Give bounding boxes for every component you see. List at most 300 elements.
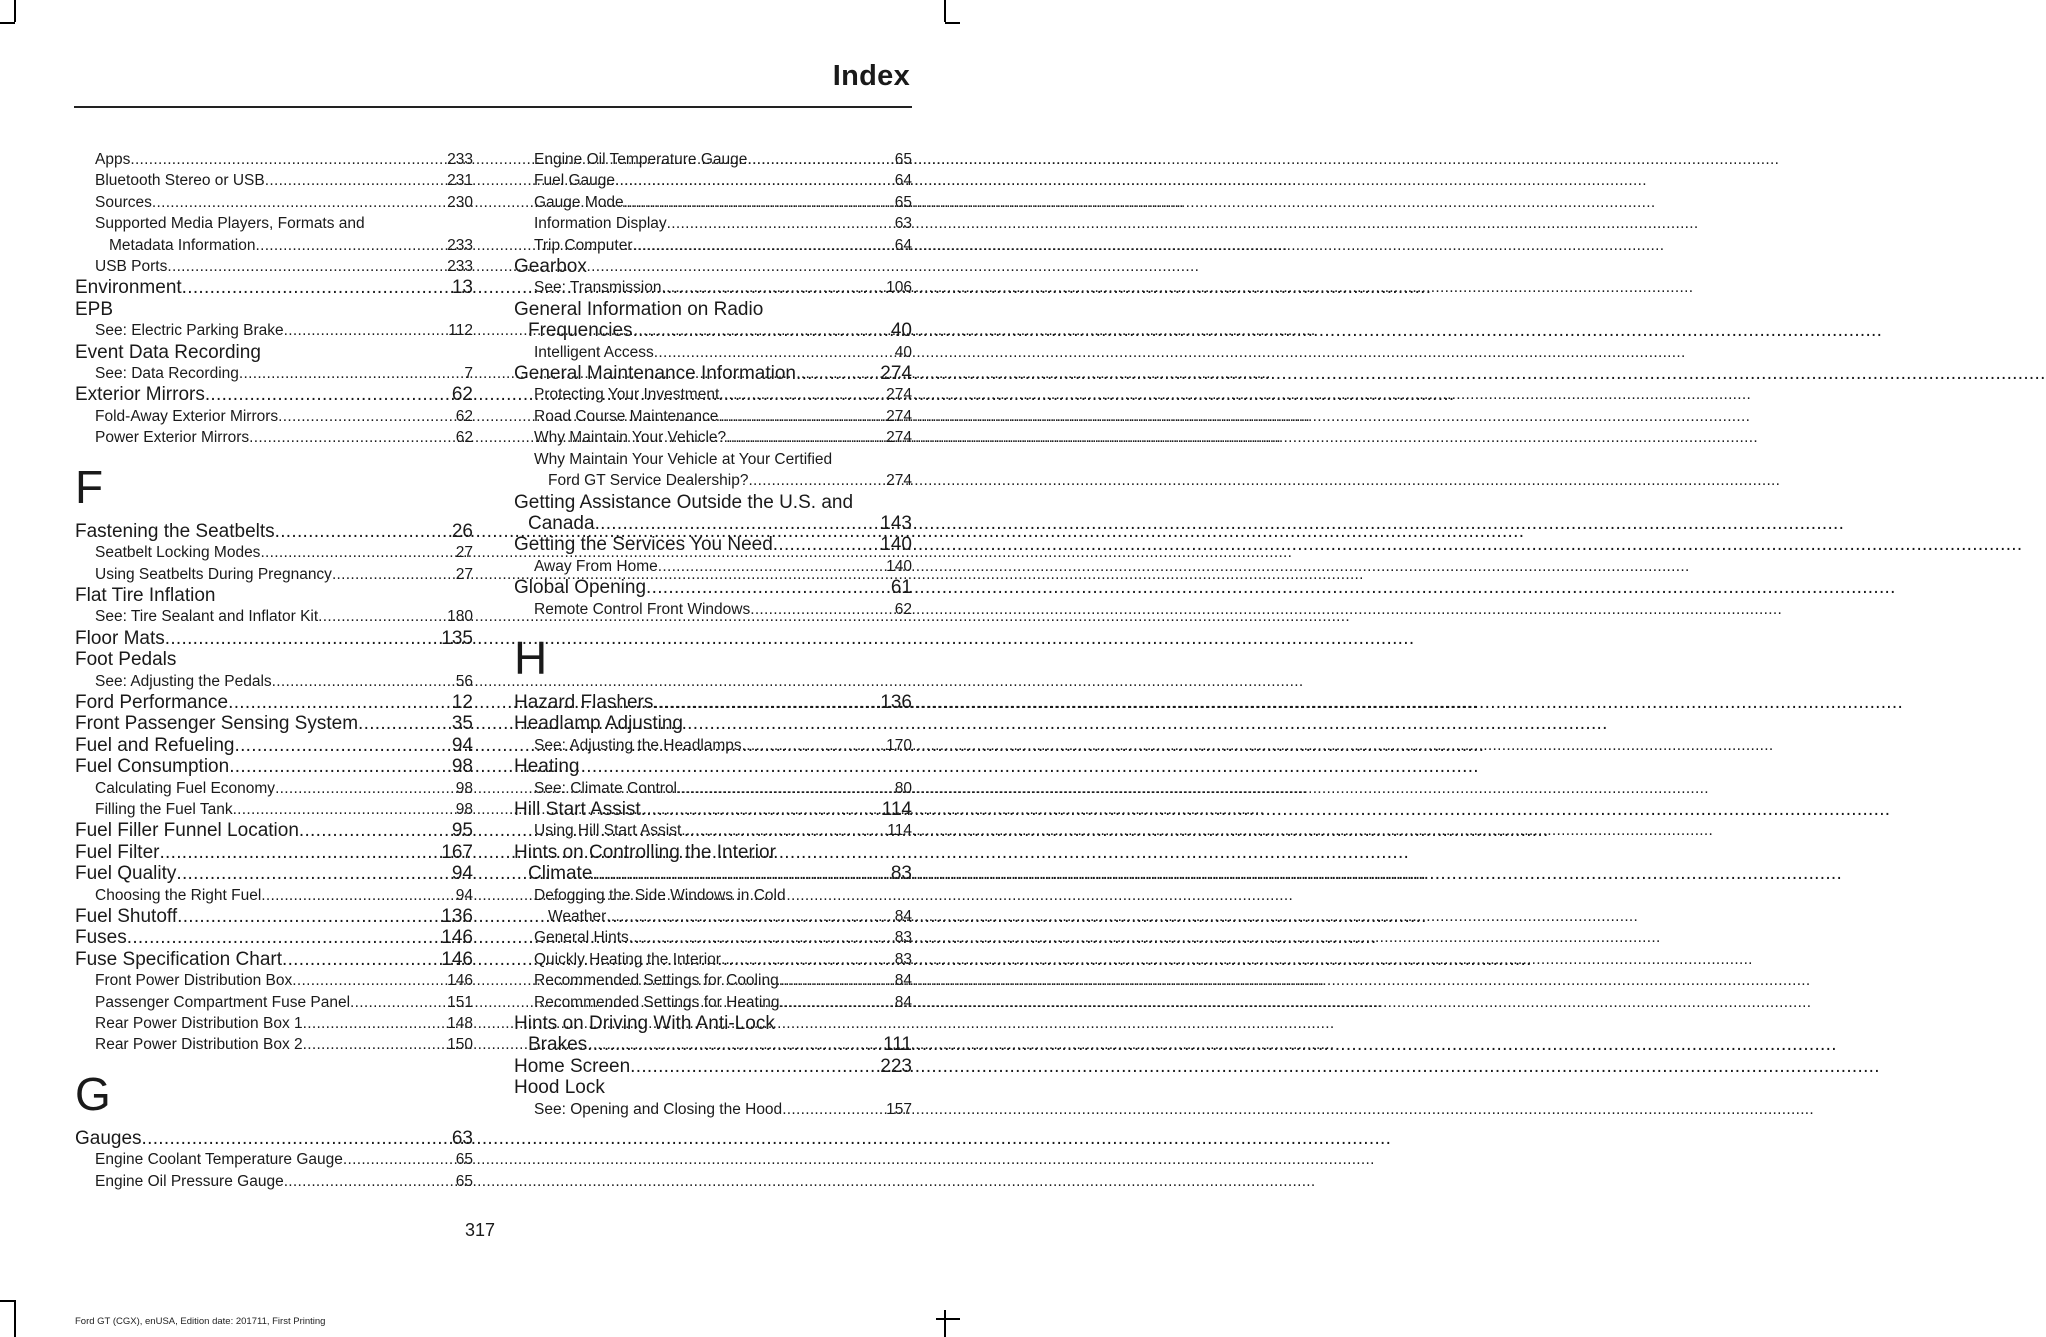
entry-text: Fuses [75, 927, 127, 949]
entry-text: Fuel Quality [75, 863, 177, 885]
entry-page: 64 [894, 172, 912, 190]
entry-text: Engine Coolant Temperature Gauge [95, 1151, 343, 1169]
entry-page: 40 [894, 343, 912, 361]
entry-text: Fuel Filter [75, 841, 160, 863]
entry-page: 114 [887, 822, 912, 840]
entry-text: Fold-Away Exterior Mirrors [95, 407, 279, 425]
index-entry [514, 534, 912, 555]
entry-text: Engine Oil Temperature Gauge [534, 151, 748, 168]
index-subentry [514, 277, 912, 298]
leader-dots [130, 149, 447, 170]
index-heading: Event Data Recording [75, 341, 261, 363]
index-subentry [75, 606, 473, 627]
entry-text: Weather [548, 908, 607, 925]
entry-text: Exterior Mirrors [75, 384, 205, 406]
entry-page: 95 [451, 820, 473, 842]
leader-dots [595, 513, 881, 534]
leader-dots [677, 778, 895, 799]
section-letter: G [75, 1067, 111, 1120]
crop-mark [0, 1300, 15, 1302]
index-entry [75, 842, 473, 863]
entry-page: 65 [894, 151, 912, 168]
entry-text: Fuel Consumption [75, 756, 230, 778]
entry-text: Getting the Services You Need [514, 534, 773, 556]
entry-text-line1: Hints on Driving With Anti-Lock [514, 1013, 775, 1035]
index-entry [75, 820, 473, 841]
entry-page: 106 [886, 279, 912, 297]
entry-text-line1: Defogging the Side Windows in Cold [534, 886, 786, 904]
index-entry [514, 299, 912, 342]
entry-page: 167 [441, 841, 473, 863]
leader-dots [152, 192, 447, 213]
entry-text: Trip Computer [534, 236, 633, 254]
page-title: Index [832, 60, 910, 92]
leader-dots [177, 906, 441, 927]
entry-text-line1: Why Maintain Your Vehicle at Your Certified [534, 450, 833, 468]
index-subentry [514, 170, 912, 191]
leader-dots [205, 384, 452, 405]
index-subentry [514, 778, 912, 799]
leader-dots [303, 1034, 448, 1055]
leader-dots [653, 692, 880, 713]
entry-text: See: Tire Sealant and Inflator Kit [95, 608, 319, 626]
leader-dots [358, 713, 452, 734]
entry-text: See: Transmission [534, 279, 662, 297]
leader-dots [632, 235, 894, 256]
leader-dots [646, 577, 891, 598]
leader-dots [292, 970, 447, 991]
entry-text: Protecting Your Investment [534, 386, 720, 404]
entry-page: 84 [894, 972, 912, 990]
entry-page: 230 [447, 193, 473, 211]
entry-page: 40 [890, 320, 912, 342]
entry-continuation [514, 470, 912, 491]
entry-page: 146 [441, 927, 473, 949]
entry-continuation [514, 1034, 912, 1055]
entry-page: 233 [447, 258, 473, 276]
index-subentry [75, 885, 473, 906]
index-entry [75, 756, 473, 777]
entry-page: 35 [451, 713, 473, 735]
entry-text: Ford GT Service Dealership? [548, 472, 749, 490]
index-entry [514, 492, 912, 535]
entry-page: 170 [886, 736, 912, 754]
leader-dots [782, 1099, 886, 1120]
leader-dots [721, 949, 895, 970]
entry-page: 233 [447, 236, 473, 254]
entry-text: Hazard Flashers [514, 691, 654, 713]
entry-page: 94 [455, 886, 473, 904]
entry-text: See: Adjusting the Headlamps [534, 736, 742, 754]
leader-dots [299, 820, 452, 841]
crop-mark [936, 1318, 960, 1320]
index-heading: Hood Lock [514, 1077, 605, 1099]
entry-page: 274 [886, 407, 912, 425]
leader-dots [350, 992, 447, 1013]
leader-dots [239, 363, 464, 384]
index-subentry [75, 1149, 473, 1170]
entry-page: 65 [455, 1151, 473, 1169]
index-subentry [514, 992, 912, 1013]
index-entry [75, 949, 473, 970]
entry-text: Fuel Shutoff [75, 906, 178, 927]
leader-dots [630, 1056, 880, 1077]
index-entry [514, 363, 912, 384]
entry-page: 26 [451, 520, 473, 542]
leader-dots [748, 470, 886, 491]
entry-page: 61 [890, 577, 912, 599]
entry-text: Intelligent Access [534, 343, 654, 361]
entry-text: Information Display [534, 215, 667, 233]
index-subentry [514, 599, 912, 620]
crop-mark [944, 1310, 946, 1337]
entry-text: Power Exterior Mirrors [95, 429, 250, 447]
entry-page: 56 [455, 672, 473, 690]
entry-text: Away From Home [534, 557, 658, 575]
entry-continuation [75, 235, 473, 256]
entry-text: Using Seatbelts During Pregnancy [95, 565, 332, 583]
index-subentry [514, 449, 912, 492]
entry-text: Quickly Heating the Interior [534, 950, 721, 968]
entry-page: 157 [886, 1100, 912, 1118]
entry-text: Seatbelt Locking Modes [95, 544, 261, 562]
index-column-left [75, 149, 473, 1192]
leader-dots [654, 342, 895, 363]
index-subentry [75, 542, 473, 563]
entry-text-line1: Hints on Controlling the Interior [514, 841, 776, 863]
entry-text: Frequencies [528, 320, 633, 342]
leader-dots [265, 170, 447, 191]
leader-dots [719, 384, 886, 405]
index-subentry [75, 406, 473, 427]
leader-dots [282, 949, 441, 970]
index-entry [75, 384, 473, 405]
entry-page: 223 [880, 1055, 912, 1077]
entry-text: General Maintenance Information [514, 363, 796, 385]
leader-dots [667, 213, 895, 234]
leader-dots [228, 692, 452, 713]
index-subentry [514, 406, 912, 427]
entry-text: Environment [75, 277, 182, 299]
leader-dots [278, 406, 456, 427]
index-subentry [75, 564, 473, 585]
index-column-right [514, 149, 912, 1120]
entry-text: Passenger Compartment Fuse Panel [95, 993, 351, 1011]
entry-text: Filling the Fuel Tank [95, 800, 233, 818]
leader-dots [261, 885, 455, 906]
entry-page: 151 [447, 993, 473, 1011]
index-subentry [75, 1034, 473, 1055]
index-subentry [75, 213, 473, 256]
index-subentry [75, 192, 473, 213]
crop-mark [944, 0, 946, 22]
entry-text: Gauges [75, 1127, 142, 1149]
leader-dots [260, 542, 455, 563]
index-entry [75, 863, 473, 884]
entry-page: 231 [447, 172, 473, 190]
entry-page: 136 [441, 906, 473, 927]
entry-text: Using Hill Start Assist [534, 822, 682, 840]
entry-text: Choosing the Right Fuel [95, 886, 262, 904]
leader-dots [780, 992, 895, 1013]
entry-page: 7 [464, 365, 473, 383]
entry-page: 146 [447, 972, 473, 990]
leader-dots [796, 363, 880, 384]
index-subentry [514, 820, 912, 841]
entry-page: 94 [451, 863, 473, 885]
entry-text: Climate [528, 863, 593, 885]
index-subentry [514, 556, 912, 577]
section-letter: F [75, 460, 104, 513]
leader-dots [167, 256, 447, 277]
page-number: 317 [464, 1220, 496, 1240]
crop-mark [0, 22, 15, 24]
entry-page: 135 [441, 627, 473, 649]
entry-page: 140 [886, 557, 912, 575]
entry-text: Gauge Mode [534, 193, 624, 211]
footer-edition: Ford GT (CGX), enUSA, Edition date: 201711, First Printing [75, 1316, 326, 1327]
index-subentry [514, 1099, 912, 1120]
crop-mark [14, 0, 16, 22]
index-subentry [514, 342, 912, 363]
leader-dots [235, 735, 452, 756]
entry-text: See: Climate Control [534, 779, 678, 797]
leader-dots [182, 277, 452, 298]
entry-text: See: Opening and Closing the Hood [534, 1100, 783, 1118]
entry-text: Remote Control Front Windows [534, 600, 751, 618]
entry-text: Canada [528, 512, 595, 534]
entry-page: 65 [894, 193, 912, 211]
index-subentry [514, 927, 912, 948]
index-subentry [514, 885, 912, 928]
leader-dots [272, 671, 456, 692]
entry-page: 148 [447, 1015, 473, 1033]
leader-dots [587, 1034, 883, 1055]
index-heading: Flat Tire Inflation [75, 584, 216, 606]
index-heading: EPB [75, 298, 114, 320]
entry-text: Rear Power Distribution Box 2 [95, 1036, 303, 1054]
entry-text: Fuel Gauge [534, 172, 615, 190]
entry-text: Apps [95, 151, 131, 168]
leader-dots [176, 863, 451, 884]
index-subentry [75, 320, 473, 341]
index-heading: Gearbox [514, 256, 587, 278]
entry-page: 233 [447, 151, 473, 168]
leader-dots [662, 277, 887, 298]
entry-page: 180 [447, 608, 473, 626]
entry-page: 27 [455, 565, 473, 583]
leader-dots [615, 170, 895, 191]
leader-dots [284, 1171, 456, 1192]
index-subentry [514, 970, 912, 991]
index-heading: Heating [514, 756, 580, 778]
leader-dots [624, 192, 895, 213]
entry-text: See: Data Recording [95, 365, 239, 383]
entry-text: Metadata Information [109, 236, 256, 254]
index-heading: Headlamp Adjusting [514, 713, 683, 735]
entry-page: 94 [451, 734, 473, 756]
crop-mark [945, 22, 960, 24]
entry-text: Front Power Distribution Box [95, 972, 293, 990]
leader-dots [726, 427, 886, 448]
index-subentry [514, 213, 912, 234]
leader-dots [681, 820, 887, 841]
entry-page: 64 [894, 236, 912, 254]
entry-text: Ford Performance [75, 691, 229, 713]
entry-text: Recommended Settings for Cooling [534, 972, 779, 990]
entry-page: 13 [451, 277, 473, 299]
entry-page: 84 [894, 908, 912, 925]
leader-dots [249, 427, 456, 448]
leader-dots [779, 970, 895, 991]
leader-dots [641, 799, 882, 820]
entry-text: Hill Start Assist [514, 798, 641, 820]
index-subentry [75, 992, 473, 1013]
index-entry [75, 1128, 473, 1149]
index-entry [75, 277, 473, 298]
leader-dots [233, 799, 456, 820]
leader-dots [332, 564, 456, 585]
entry-text: Front Passenger Sensing System [75, 713, 359, 735]
index-subentry [75, 1013, 473, 1034]
index-subentry [75, 1171, 473, 1192]
entry-page: 65 [455, 1172, 473, 1190]
entry-page: 150 [447, 1036, 473, 1054]
leader-dots [658, 556, 886, 577]
entry-text: Floor Mats [75, 627, 165, 649]
leader-dots [606, 906, 894, 927]
entry-text: Fuel and Refueling [75, 734, 235, 756]
entry-page: 111 [883, 1034, 912, 1056]
leader-dots [229, 756, 452, 777]
index-subentry [514, 735, 912, 756]
entry-text: Home Screen [514, 1055, 631, 1077]
entry-page: 12 [451, 691, 473, 713]
leader-dots [773, 534, 881, 555]
index-subentry [75, 149, 473, 170]
entry-text: Recommended Settings for Heating [534, 993, 780, 1011]
entry-text: Engine Oil Pressure Gauge [95, 1172, 284, 1190]
section-letter: H [514, 631, 548, 684]
leader-dots [747, 149, 894, 170]
crop-mark [14, 1300, 16, 1337]
leader-dots [303, 1013, 448, 1034]
index-subentry [75, 256, 473, 277]
entry-page: 62 [455, 429, 473, 447]
entry-text: Fastening the Seatbelts [75, 520, 275, 542]
entry-page: 63 [894, 215, 912, 233]
entry-text: Rear Power Distribution Box 1 [95, 1015, 303, 1033]
index-subentry [75, 427, 473, 448]
entry-page: 98 [451, 756, 473, 778]
index-entry [75, 927, 473, 948]
leader-dots [255, 235, 447, 256]
entry-page: 62 [455, 407, 473, 425]
index-entry [75, 713, 473, 734]
leader-dots [159, 842, 441, 863]
entry-page: 140 [880, 534, 912, 556]
leader-dots [592, 863, 890, 884]
entry-page: 63 [451, 1127, 473, 1149]
index-subentry [75, 363, 473, 384]
entry-text: USB Ports [95, 258, 168, 276]
entry-page: 146 [441, 948, 473, 970]
entry-continuation [514, 320, 912, 341]
entry-page: 114 [881, 798, 912, 820]
leader-dots [142, 1128, 452, 1149]
entry-page: 98 [455, 800, 473, 818]
leader-dots [318, 606, 447, 627]
leader-dots [275, 778, 456, 799]
leader-dots [742, 735, 886, 756]
entry-page: 62 [894, 600, 912, 618]
index-entry [75, 735, 473, 756]
entry-text: Road Course Maintenance [534, 407, 719, 425]
entry-text: Bluetooth Stereo or USB [95, 172, 265, 190]
index-entry [514, 1013, 912, 1056]
entry-text-line1: Getting Assistance Outside the U.S. and [514, 491, 854, 513]
index-subentry [514, 384, 912, 405]
leader-dots [750, 599, 895, 620]
index-heading: Foot Pedals [75, 649, 177, 671]
index-subentry [75, 778, 473, 799]
entry-page: 274 [880, 363, 912, 385]
entry-page: 136 [880, 691, 912, 713]
entry-text: See: Adjusting the Pedals [95, 672, 272, 690]
entry-text: Why Maintain Your Vehicle? [534, 429, 727, 447]
entry-page: 143 [880, 512, 912, 534]
entry-text-line1: Supported Media Players, Formats and [95, 215, 365, 233]
index-entry [514, 842, 912, 885]
index-subentry [75, 170, 473, 191]
leader-dots [165, 628, 442, 649]
entry-page: 83 [890, 863, 912, 885]
index-subentry [514, 149, 912, 170]
entry-continuation [514, 906, 912, 927]
entry-continuation [514, 513, 912, 534]
header-divider [74, 106, 912, 108]
leader-dots [127, 927, 442, 948]
index-entry [75, 692, 473, 713]
entry-text-line1: General Information on Radio [514, 298, 764, 320]
index-subentry [514, 235, 912, 256]
index-subentry [514, 427, 912, 448]
leader-dots [284, 320, 449, 341]
entry-text: Sources [95, 193, 152, 211]
entry-page: 83 [894, 950, 912, 968]
entry-page: 274 [886, 386, 912, 404]
leader-dots [718, 406, 886, 427]
index-subentry [75, 799, 473, 820]
leader-dots [343, 1149, 456, 1170]
entry-page: 62 [451, 384, 473, 406]
index-entry [514, 799, 912, 820]
entry-page: 98 [455, 779, 473, 797]
entry-page: 112 [448, 322, 473, 340]
entry-text: See: Electric Parking Brake [95, 322, 284, 340]
index-entry [75, 628, 473, 649]
entry-page: 83 [894, 929, 912, 947]
index-subentry [514, 949, 912, 970]
entry-continuation [514, 863, 912, 884]
entry-page: 84 [894, 993, 912, 1011]
index-entry [514, 577, 912, 598]
leader-dots [633, 320, 891, 341]
leader-dots [629, 927, 895, 948]
entry-text: General Hints [534, 929, 629, 947]
index-subentry [75, 970, 473, 991]
entry-text: Fuse Specification Chart [75, 948, 282, 970]
